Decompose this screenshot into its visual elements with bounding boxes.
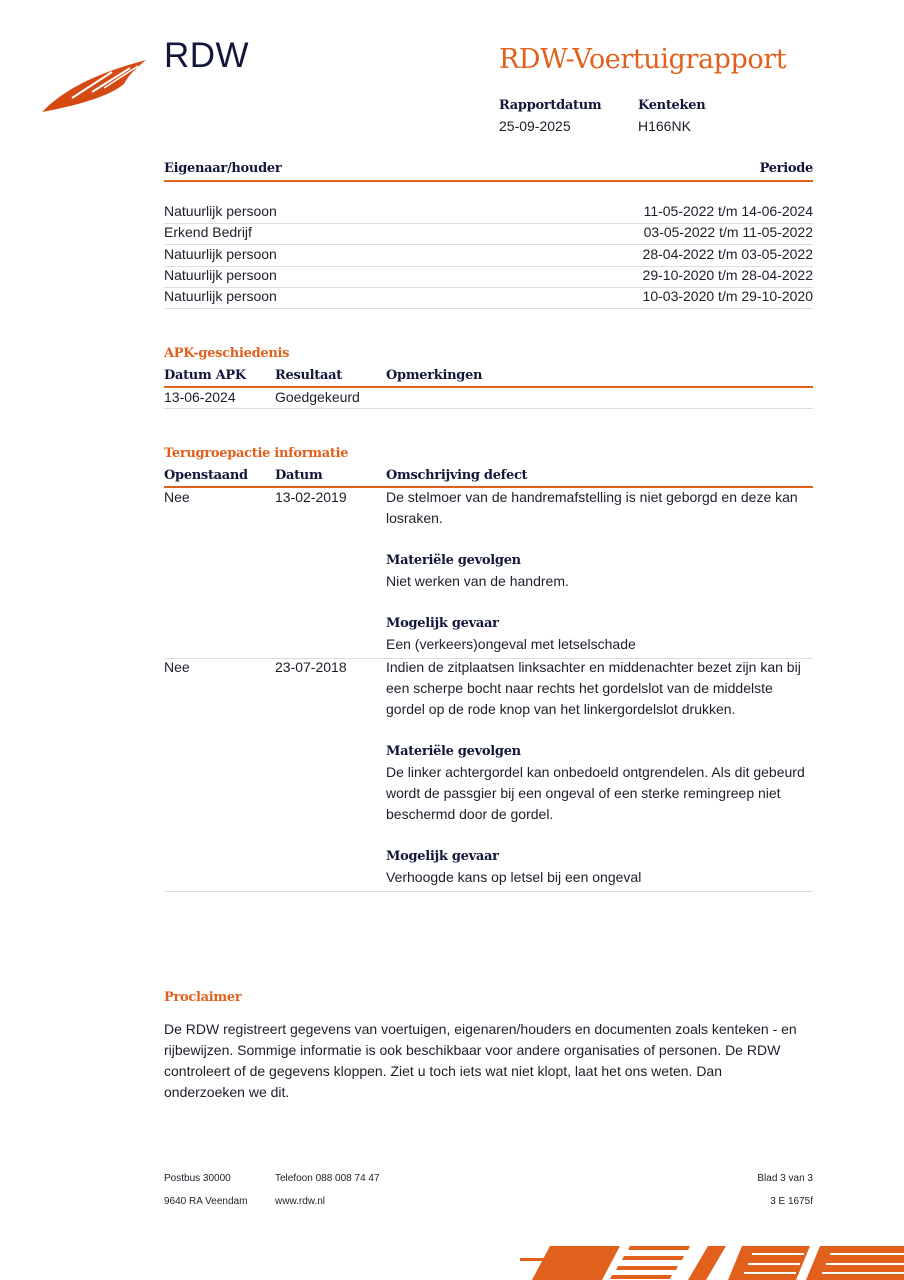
recall-defect-details	[386, 657, 813, 888]
recall-defect-details	[386, 487, 813, 655]
plate-label: Kenteken	[638, 98, 706, 113]
footer-website-link[interactable]: www.rdw.nl	[275, 1196, 326, 1207]
license-plate: H166NK	[638, 118, 691, 134]
report-date: 25-09-2025	[499, 118, 571, 134]
disclaimer-title: Proclaimer	[164, 990, 242, 1005]
footer-postbus: Postbus 30000	[164, 1173, 231, 1184]
owner-column-header: Eigenaar/houder	[164, 161, 282, 176]
consequences-text: Niet werken van de handrem.	[386, 573, 569, 589]
period-column-header: Periode	[759, 161, 813, 176]
apk-date: 13-06-2024	[164, 389, 236, 405]
apk-result-column-header: Resultaat	[275, 368, 342, 383]
disclaimer-text: De RDW registreert gegevens van voertuigen, eigenaren/houders en documenten zoals kenteken - en rijbewijzen. Sommige informatie is ook beschikbaar voor andere organisaties of personen. De RDW controleert of de gegevens kloppen. Ziet u toch iets wat niet klopt, laat het ons weten. Dan onderzoeken we dit.	[164, 1021, 797, 1100]
recall-open-column-header: Openstaand	[164, 468, 248, 483]
consequences-label: Materiële gevolgen	[386, 744, 521, 759]
rdw-feather-logo-icon	[42, 58, 148, 114]
consequences-text: De linker achtergordel kan onbedoeld ontgrendelen. Als dit gebeurd wordt de passgier bij een ongeval of een sterke remingreep niet beschermd door de gordel.	[386, 764, 805, 822]
footer-city: 9640 RA Veendam	[164, 1196, 248, 1207]
owner-period: 28-04-2022 t/m 03-05-2022	[642, 246, 813, 262]
apk-remarks-column-header: Opmerkingen	[386, 368, 483, 383]
danger-text: Een (verkeers)ongeval met letselschade	[386, 636, 636, 652]
owner-row	[164, 265, 813, 286]
defect-description: Indien de zitplaatsen linksachter en middenachter bezet zijn kan bij een scherpe bocht naar rechts het gordelslot van de middelste gordel op de rode knop van het linkergordelslot drukken.	[386, 659, 801, 717]
owner-row	[164, 222, 813, 243]
row-divider	[164, 408, 813, 409]
recall-date: 13-02-2019	[275, 489, 347, 505]
recall-date-column-header: Datum	[275, 468, 323, 483]
owners-header-rule	[164, 180, 813, 182]
recall-date: 23-07-2018	[275, 659, 347, 675]
owner-row	[164, 244, 813, 265]
footer-page-number: Blad 3 van 3	[757, 1173, 813, 1184]
recall-description-column-header: Omschrijving defect	[386, 468, 528, 483]
owner-type: Natuurlijk persoon	[164, 267, 277, 283]
footer-phone: Telefoon 088 008 74 47	[275, 1173, 380, 1184]
owner-row	[164, 201, 813, 222]
danger-label: Mogelijk gevaar	[386, 616, 499, 631]
owner-period: 10-03-2020 t/m 29-10-2020	[642, 288, 813, 304]
recall-open-status: Nee	[164, 489, 190, 505]
apk-date-column-header: Datum APK	[164, 368, 246, 383]
apk-result: Goedgekeurd	[275, 389, 360, 405]
consequences-label: Materiële gevolgen	[386, 553, 521, 568]
danger-text: Verhoogde kans op letsel bij een ongeval	[386, 869, 642, 885]
row-divider	[164, 308, 813, 309]
report-title: RDW-Voertuigrapport	[499, 44, 787, 75]
owner-period: 11-05-2022 t/m 14-06-2024	[643, 203, 813, 219]
recall-section-title: Terugroepactie informatie	[164, 446, 349, 461]
recall-open-status: Nee	[164, 659, 190, 675]
row-divider	[164, 891, 813, 892]
owner-type: Natuurlijk persoon	[164, 246, 277, 262]
brand-name: RDW	[164, 36, 250, 75]
footer-code: 3 E 1675f	[770, 1196, 813, 1207]
apk-header-rule	[164, 386, 813, 388]
owner-period: 29-10-2020 t/m 28-04-2022	[642, 267, 813, 283]
owner-type: Natuurlijk persoon	[164, 288, 277, 304]
report-date-label: Rapportdatum	[499, 98, 602, 113]
rdw-stripes-decoration-icon	[520, 1244, 904, 1280]
defect-description: De stelmoer van de handremafstelling is niet geborgd en deze kan losraken.	[386, 489, 798, 526]
owner-type: Natuurlijk persoon	[164, 203, 277, 219]
owner-type: Erkend Bedrijf	[164, 224, 252, 240]
apk-section-title: APK-geschiedenis	[164, 346, 290, 361]
owner-period: 03-05-2022 t/m 11-05-2022	[643, 224, 813, 240]
danger-label: Mogelijk gevaar	[386, 849, 499, 864]
owner-row	[164, 286, 813, 307]
